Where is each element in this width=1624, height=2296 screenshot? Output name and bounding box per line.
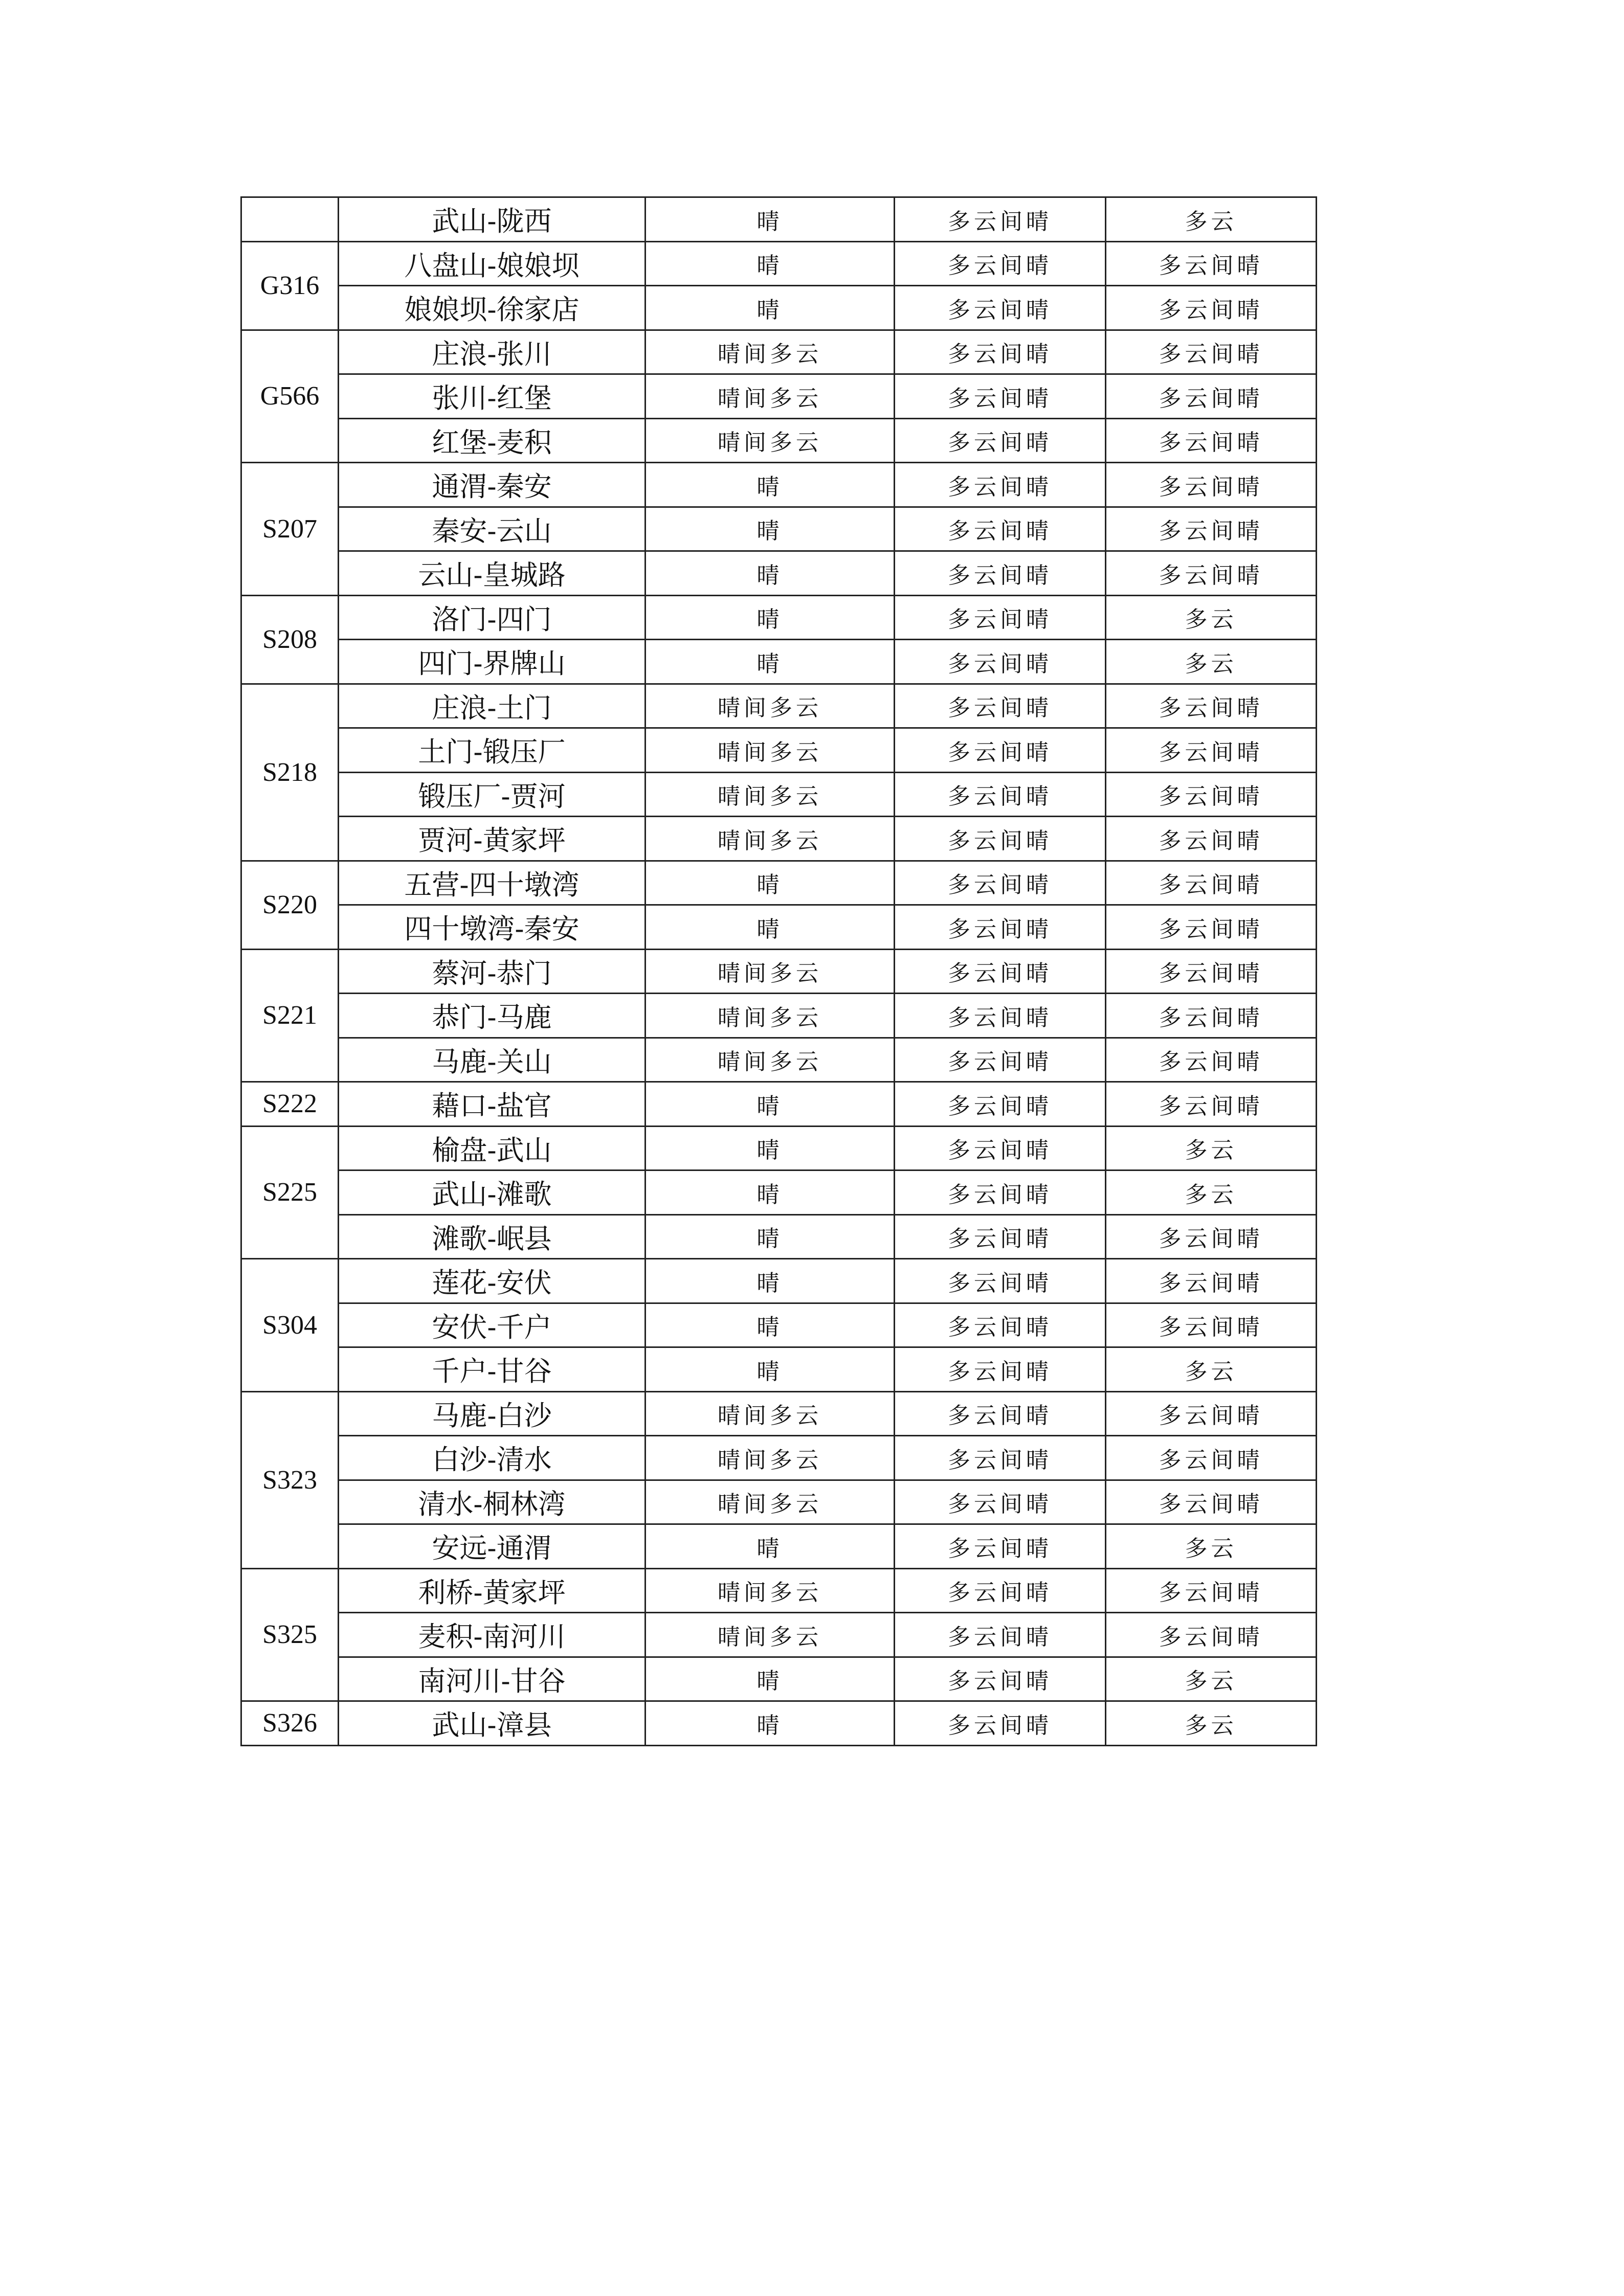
weather-day1-cell: 晴间多云 [646, 1568, 895, 1613]
table-row [241, 1701, 1317, 1746]
weather-day3-cell: 多云间晴 [1106, 905, 1317, 950]
weather-day1-cell: 晴 [646, 286, 895, 330]
weather-day2-cell: 多云间晴 [895, 640, 1106, 684]
weather-day2-cell: 多云间晴 [895, 463, 1106, 507]
segment-cell: 庄浪-张川 [339, 330, 646, 374]
table-row [241, 1126, 1317, 1170]
segment-cell: 滩歌-岷县 [339, 1214, 646, 1259]
table-row [241, 374, 1317, 419]
weather-day1-cell: 晴 [646, 640, 895, 684]
table-row [241, 949, 1317, 994]
table-row [241, 1038, 1317, 1082]
weather-day1-cell: 晴 [646, 1701, 895, 1746]
segment-cell: 洛门-四门 [339, 595, 646, 640]
weather-day2-cell: 多云间晴 [895, 1170, 1106, 1215]
table-row [241, 728, 1317, 773]
weather-day1-cell: 晴 [646, 241, 895, 286]
weather-day2-cell: 多云间晴 [895, 949, 1106, 994]
weather-day3-cell: 多云间晴 [1106, 1613, 1317, 1657]
weather-day3-cell: 多云间晴 [1106, 1038, 1317, 1082]
weather-day3-cell: 多云 [1106, 640, 1317, 684]
weather-table-body [241, 197, 1317, 1746]
weather-day1-cell: 晴间多云 [646, 1613, 895, 1657]
weather-day2-cell: 多云间晴 [895, 994, 1106, 1038]
table-row [241, 595, 1317, 640]
weather-day3-cell: 多云间晴 [1106, 330, 1317, 374]
table-row [241, 330, 1317, 374]
weather-day3-cell: 多云 [1106, 1126, 1317, 1170]
table-row [241, 1259, 1317, 1303]
weather-day1-cell: 晴间多云 [646, 772, 895, 817]
road-code-cell: S323 [241, 1391, 339, 1568]
weather-day1-cell: 晴 [646, 1082, 895, 1127]
road-code-cell: S225 [241, 1126, 339, 1259]
weather-day3-cell: 多云间晴 [1106, 286, 1317, 330]
segment-cell: 土门-锻压厂 [339, 728, 646, 773]
segment-cell: 四十墩湾-秦安 [339, 905, 646, 950]
weather-day3-cell: 多云 [1106, 595, 1317, 640]
weather-day1-cell: 晴间多云 [646, 817, 895, 861]
weather-day3-cell: 多云间晴 [1106, 684, 1317, 728]
weather-day1-cell: 晴 [646, 1214, 895, 1259]
table-row [241, 241, 1317, 286]
weather-day2-cell: 多云间晴 [895, 1347, 1106, 1392]
weather-day3-cell: 多云 [1106, 197, 1317, 242]
table-row [241, 418, 1317, 463]
table-row [241, 463, 1317, 507]
weather-day1-cell: 晴间多云 [646, 330, 895, 374]
road-code-cell: S326 [241, 1701, 339, 1746]
weather-day3-cell: 多云 [1106, 1657, 1317, 1701]
weather-day2-cell: 多云间晴 [895, 1391, 1106, 1436]
segment-cell: 安远-通渭 [339, 1524, 646, 1569]
road-code-cell: S220 [241, 861, 339, 949]
weather-day3-cell: 多云间晴 [1106, 1214, 1317, 1259]
table-row [241, 1303, 1317, 1347]
segment-cell: 莲花-安伏 [339, 1259, 646, 1303]
weather-day1-cell: 晴 [646, 507, 895, 551]
table-row [241, 286, 1317, 330]
weather-day1-cell: 晴间多云 [646, 1436, 895, 1480]
weather-day3-cell: 多云间晴 [1106, 994, 1317, 1038]
weather-day2-cell: 多云间晴 [895, 286, 1106, 330]
weather-day1-cell: 晴 [646, 551, 895, 596]
segment-cell: 贾河-黄家坪 [339, 817, 646, 861]
weather-day3-cell: 多云间晴 [1106, 507, 1317, 551]
segment-cell: 马鹿-关山 [339, 1038, 646, 1082]
weather-day1-cell: 晴间多云 [646, 418, 895, 463]
weather-day3-cell: 多云间晴 [1106, 1259, 1317, 1303]
weather-day3-cell: 多云 [1106, 1347, 1317, 1392]
road-code-cell: S221 [241, 949, 339, 1082]
weather-day2-cell: 多云间晴 [895, 1701, 1106, 1746]
segment-cell: 红堡-麦积 [339, 418, 646, 463]
weather-day3-cell: 多云间晴 [1106, 1480, 1317, 1524]
weather-day1-cell: 晴 [646, 1524, 895, 1569]
road-code-cell [241, 197, 339, 242]
weather-day1-cell: 晴间多云 [646, 949, 895, 994]
segment-cell: 张川-红堡 [339, 374, 646, 419]
weather-day1-cell: 晴 [646, 1259, 895, 1303]
weather-day3-cell: 多云间晴 [1106, 1391, 1317, 1436]
weather-day2-cell: 多云间晴 [895, 684, 1106, 728]
table-row [241, 684, 1317, 728]
weather-day3-cell: 多云间晴 [1106, 1568, 1317, 1613]
table-row [241, 1568, 1317, 1613]
weather-day2-cell: 多云间晴 [895, 772, 1106, 817]
weather-day2-cell: 多云间晴 [895, 1038, 1106, 1082]
weather-day2-cell: 多云间晴 [895, 1259, 1106, 1303]
weather-day1-cell: 晴间多云 [646, 1480, 895, 1524]
segment-cell: 蔡河-恭门 [339, 949, 646, 994]
weather-day2-cell: 多云间晴 [895, 1303, 1106, 1347]
table-row [241, 772, 1317, 817]
segment-cell: 清水-桐林湾 [339, 1480, 646, 1524]
segment-cell: 安伏-千户 [339, 1303, 646, 1347]
segment-cell: 庄浪-土门 [339, 684, 646, 728]
table-row [241, 197, 1317, 242]
weather-day3-cell: 多云 [1106, 1170, 1317, 1215]
segment-cell: 榆盘-武山 [339, 1126, 646, 1170]
weather-day1-cell: 晴 [646, 905, 895, 950]
segment-cell: 利桥-黄家坪 [339, 1568, 646, 1613]
weather-day2-cell: 多云间晴 [895, 1657, 1106, 1701]
segment-cell: 麦积-南河川 [339, 1613, 646, 1657]
weather-day2-cell: 多云间晴 [895, 728, 1106, 773]
weather-day2-cell: 多云间晴 [895, 1214, 1106, 1259]
weather-day3-cell: 多云间晴 [1106, 1082, 1317, 1127]
table-row [241, 551, 1317, 596]
weather-day3-cell: 多云间晴 [1106, 1436, 1317, 1480]
weather-day3-cell: 多云间晴 [1106, 1303, 1317, 1347]
weather-day1-cell: 晴 [646, 1170, 895, 1215]
weather-day1-cell: 晴间多云 [646, 728, 895, 773]
weather-day3-cell: 多云间晴 [1106, 463, 1317, 507]
weather-day2-cell: 多云间晴 [895, 1568, 1106, 1613]
weather-day3-cell: 多云间晴 [1106, 551, 1317, 596]
weather-day1-cell: 晴 [646, 197, 895, 242]
segment-cell: 马鹿-白沙 [339, 1391, 646, 1436]
segment-cell: 云山-皇城路 [339, 551, 646, 596]
weather-day2-cell: 多云间晴 [895, 1082, 1106, 1127]
segment-cell: 五营-四十墩湾 [339, 861, 646, 905]
road-code-cell: S222 [241, 1082, 339, 1127]
weather-day3-cell: 多云间晴 [1106, 418, 1317, 463]
weather-day1-cell: 晴间多云 [646, 994, 895, 1038]
table-row [241, 817, 1317, 861]
weather-day3-cell: 多云间晴 [1106, 949, 1317, 994]
weather-day1-cell: 晴 [646, 1303, 895, 1347]
weather-day3-cell: 多云间晴 [1106, 241, 1317, 286]
segment-cell: 南河川-甘谷 [339, 1657, 646, 1701]
weather-day1-cell: 晴 [646, 463, 895, 507]
table-row [241, 1480, 1317, 1524]
table-row [241, 507, 1317, 551]
weather-day2-cell: 多云间晴 [895, 418, 1106, 463]
weather-day2-cell: 多云间晴 [895, 1436, 1106, 1480]
table-row [241, 861, 1317, 905]
table-row [241, 640, 1317, 684]
table-row [241, 994, 1317, 1038]
segment-cell: 武山-漳县 [339, 1701, 646, 1746]
segment-cell: 四门-界牌山 [339, 640, 646, 684]
segment-cell: 八盘山-娘娘坝 [339, 241, 646, 286]
weather-day3-cell: 多云间晴 [1106, 772, 1317, 817]
weather-day2-cell: 多云间晴 [895, 1480, 1106, 1524]
weather-day2-cell: 多云间晴 [895, 1126, 1106, 1170]
road-code-cell: S207 [241, 463, 339, 596]
segment-cell: 白沙-清水 [339, 1436, 646, 1480]
table-row [241, 1657, 1317, 1701]
weather-day2-cell: 多云间晴 [895, 1613, 1106, 1657]
segment-cell: 通渭-秦安 [339, 463, 646, 507]
road-code-cell: S325 [241, 1568, 339, 1701]
weather-day2-cell: 多云间晴 [895, 197, 1106, 242]
table-row [241, 1170, 1317, 1215]
weather-day2-cell: 多云间晴 [895, 330, 1106, 374]
weather-day2-cell: 多云间晴 [895, 241, 1106, 286]
weather-day1-cell: 晴 [646, 1347, 895, 1392]
weather-day1-cell: 晴间多云 [646, 684, 895, 728]
segment-cell: 千户-甘谷 [339, 1347, 646, 1392]
segment-cell: 恭门-马鹿 [339, 994, 646, 1038]
weather-day3-cell: 多云间晴 [1106, 861, 1317, 905]
table-row [241, 1391, 1317, 1436]
weather-day1-cell: 晴 [646, 1657, 895, 1701]
weather-day1-cell: 晴间多云 [646, 374, 895, 419]
segment-cell: 武山-滩歌 [339, 1170, 646, 1215]
table-row [241, 905, 1317, 950]
weather-day3-cell: 多云 [1106, 1524, 1317, 1569]
road-code-cell: S218 [241, 684, 339, 861]
road-code-cell: S304 [241, 1259, 339, 1392]
weather-day3-cell: 多云间晴 [1106, 817, 1317, 861]
segment-cell: 武山-陇西 [339, 197, 646, 242]
table-row [241, 1082, 1317, 1127]
weather-day2-cell: 多云间晴 [895, 817, 1106, 861]
table-row [241, 1214, 1317, 1259]
weather-day1-cell: 晴间多云 [646, 1391, 895, 1436]
weather-day2-cell: 多云间晴 [895, 595, 1106, 640]
weather-table [240, 196, 1317, 1746]
segment-cell: 娘娘坝-徐家店 [339, 286, 646, 330]
table-row [241, 1613, 1317, 1657]
weather-day2-cell: 多云间晴 [895, 905, 1106, 950]
weather-day1-cell: 晴 [646, 1126, 895, 1170]
weather-day3-cell: 多云间晴 [1106, 374, 1317, 419]
road-code-cell: G566 [241, 330, 339, 463]
segment-cell: 锻压厂-贾河 [339, 772, 646, 817]
weather-day3-cell: 多云 [1106, 1701, 1317, 1746]
weather-day2-cell: 多云间晴 [895, 374, 1106, 419]
weather-day1-cell: 晴 [646, 595, 895, 640]
road-code-cell: S208 [241, 595, 339, 684]
table-row [241, 1436, 1317, 1480]
table-row [241, 1524, 1317, 1569]
weather-day2-cell: 多云间晴 [895, 551, 1106, 596]
weather-day2-cell: 多云间晴 [895, 1524, 1106, 1569]
weather-day1-cell: 晴间多云 [646, 1038, 895, 1082]
weather-day3-cell: 多云间晴 [1106, 728, 1317, 773]
weather-day1-cell: 晴 [646, 861, 895, 905]
road-code-cell: G316 [241, 241, 339, 330]
segment-cell: 藉口-盐官 [339, 1082, 646, 1127]
table-row [241, 1347, 1317, 1392]
weather-day2-cell: 多云间晴 [895, 861, 1106, 905]
segment-cell: 秦安-云山 [339, 507, 646, 551]
weather-day2-cell: 多云间晴 [895, 507, 1106, 551]
